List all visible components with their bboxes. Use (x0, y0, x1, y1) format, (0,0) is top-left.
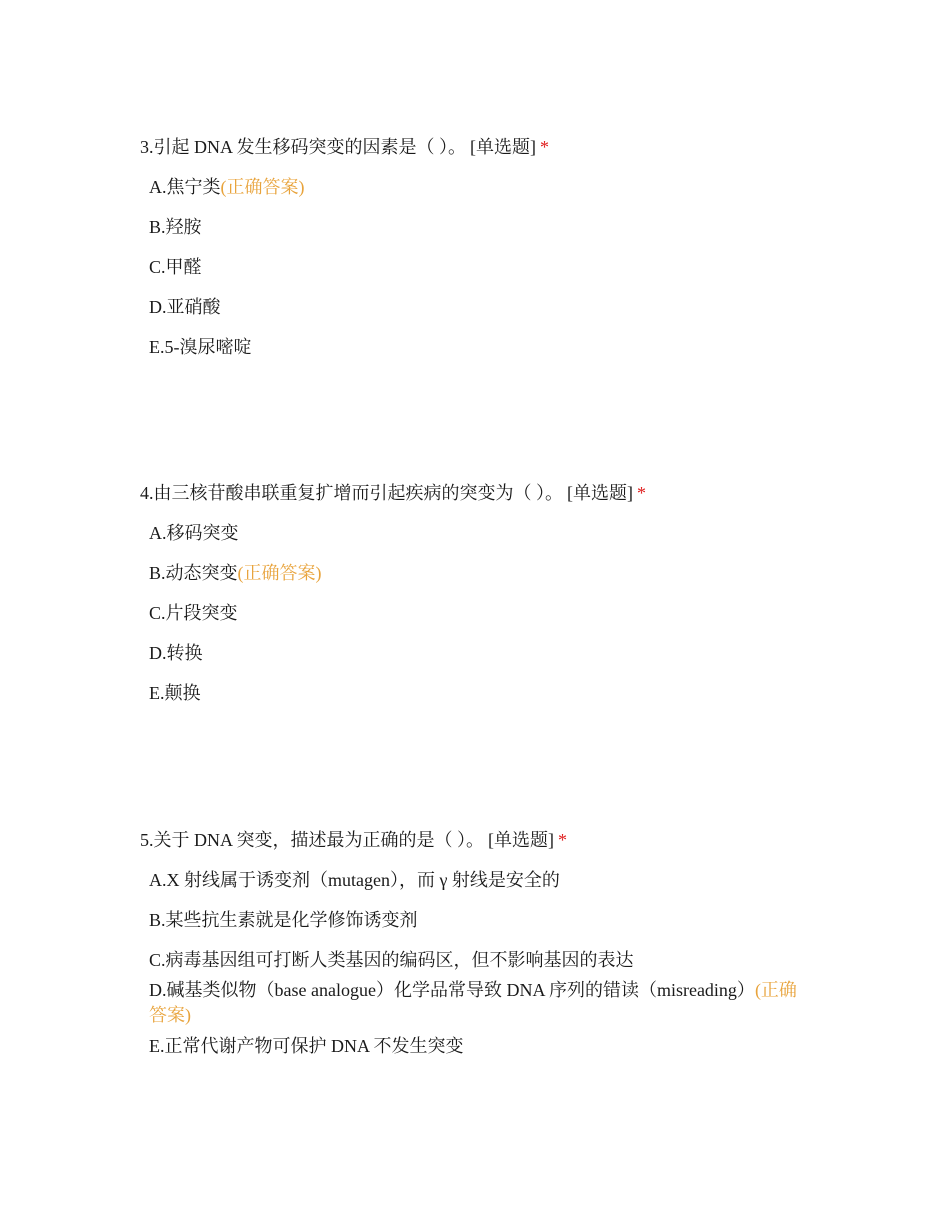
question-text: 4.由三核苷酸串联重复扩增而引起疾病的突变为（ ）。 (140, 483, 563, 503)
question-type-label: [单选题] (470, 137, 537, 157)
option-label: A.焦宁类 (149, 177, 221, 197)
option-label: E.颠换 (149, 683, 201, 703)
question-type-label: [单选题] (567, 483, 633, 503)
required-mark: * (540, 137, 550, 157)
option-label: C.病毒基因组可打断人类基因的编码区，但不影响基因的表达 (149, 950, 634, 970)
question-text: 5.关于 DNA 突变，描述最为正确的是（ ）。 (140, 830, 485, 850)
option-a[interactable] (149, 521, 810, 545)
option-d[interactable] (149, 641, 810, 665)
question-type-label: [单选题] (488, 830, 555, 850)
option-list (140, 521, 810, 705)
option-label: E.5-溴尿嘧啶 (149, 337, 252, 357)
question-title (140, 481, 810, 505)
required-mark: * (637, 483, 646, 503)
option-d[interactable] (149, 978, 810, 1028)
question-4 (140, 481, 810, 705)
option-e[interactable] (149, 1034, 810, 1058)
option-list (140, 868, 810, 1058)
option-c[interactable] (149, 601, 810, 625)
option-d[interactable] (149, 295, 810, 319)
option-b[interactable] (149, 908, 810, 932)
option-c[interactable] (149, 255, 810, 279)
option-b[interactable] (149, 561, 810, 585)
required-mark: * (558, 830, 568, 850)
option-c[interactable] (149, 948, 810, 972)
correct-answer-tag: (正确答案) (220, 177, 305, 197)
option-label: A.移码突变 (149, 523, 239, 543)
option-label: C.甲醛 (149, 257, 202, 277)
option-e[interactable] (149, 335, 810, 359)
option-list (140, 175, 810, 359)
option-label: B.羟胺 (149, 217, 202, 237)
option-label: A.X 射线属于诱变剂（mutagen），而 γ 射线是安全的 (149, 870, 560, 890)
option-label: B.动态突变 (149, 563, 238, 583)
option-label: B.某些抗生素就是化学修饰诱变剂 (149, 910, 418, 930)
option-e[interactable] (149, 681, 810, 705)
question-title (140, 135, 810, 159)
option-label: E.正常代谢产物可保护 DNA 不发生突变 (149, 1036, 464, 1056)
option-a[interactable] (149, 868, 810, 892)
option-label: D.碱基类似物（base analogue）化学品常导致 DNA 序列的错读（misreading） (149, 980, 755, 1000)
question-title (140, 828, 810, 852)
option-label: C.片段突变 (149, 603, 238, 623)
correct-answer-tag: (正确答案) (237, 563, 322, 583)
question-5 (140, 828, 810, 1058)
question-3 (140, 135, 810, 359)
option-label: D.亚硝酸 (149, 297, 221, 317)
correct-answer-tag: (正确答案) (149, 980, 797, 1025)
option-label: D.转换 (149, 643, 203, 663)
option-b[interactable] (149, 215, 810, 239)
option-a[interactable] (149, 175, 810, 199)
question-text: 3.引起 DNA 发生移码突变的因素是（ ）。 (140, 137, 467, 157)
